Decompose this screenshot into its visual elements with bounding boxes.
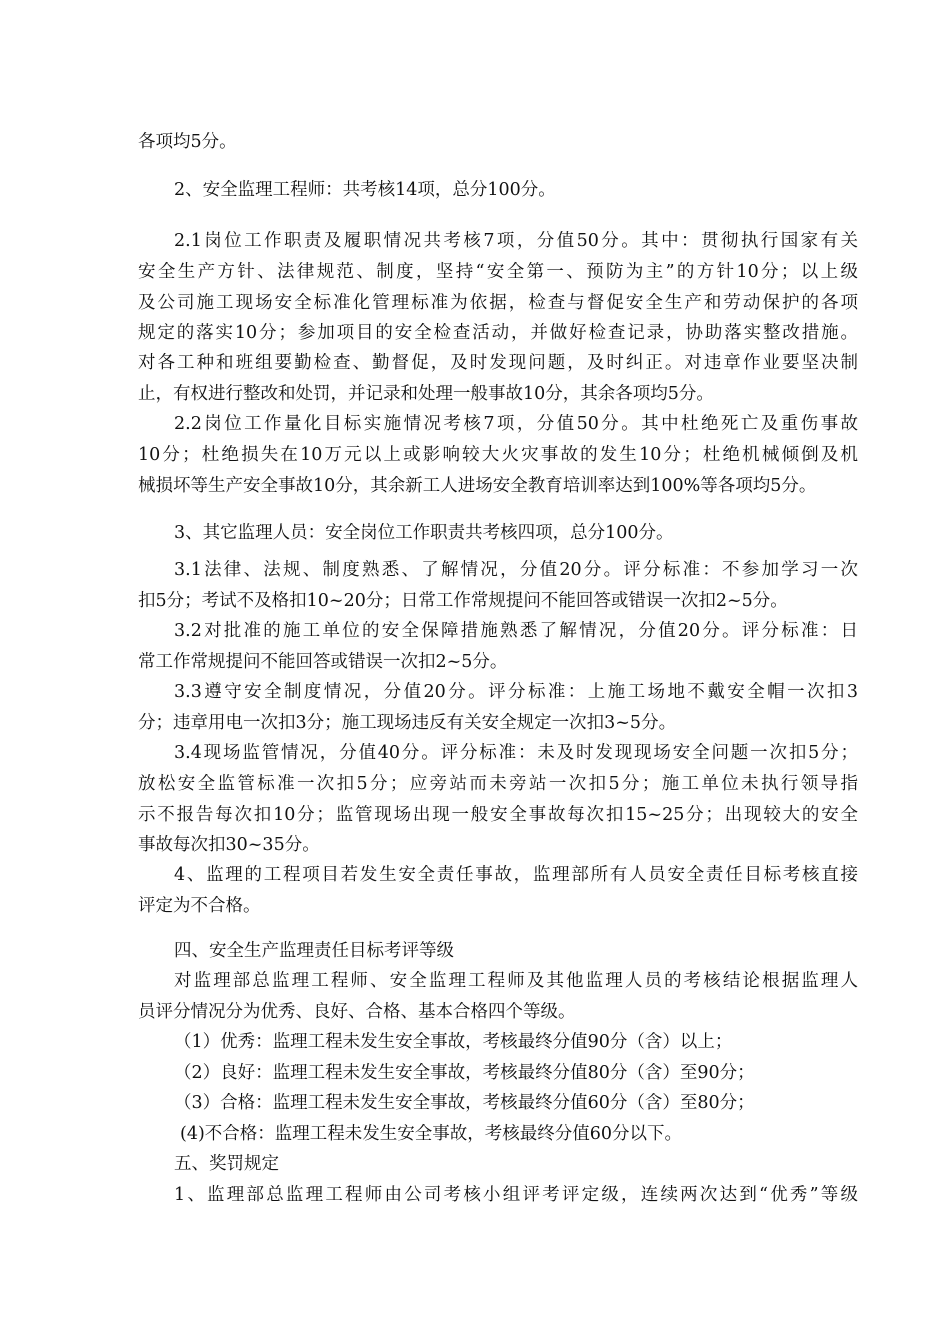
text-line: 及公司施工现场安全标准化管理标准为依据，检查与督促安全生产和劳动保护的各项 [138, 293, 858, 313]
text-line: 对监理部总监理工程师、安全监理工程师及其他监理人员的考核结论根据监理人 [174, 971, 858, 991]
text-line: 3.4现场监管情况，分值40分。评分标准：未及时发现现场安全问题一次扣5分； [174, 743, 858, 763]
text-line: 示不报告每次扣10分；监管现场出现一般安全事故每次扣15~25分；出现较大的安全 [138, 805, 858, 825]
text-line: 扣5分；考试不及格扣10~20分；日常工作常规提问不能回答或错误一次扣2~5分。 [138, 591, 788, 611]
text-line: 安全生产方针、法律规范、制度，坚持“安全第一、预防为主”的方针10分；以上级 [138, 262, 858, 282]
text-line: 分；违章用电一次扣3分；施工现场违反有关安全规定一次扣3~5分。 [138, 713, 677, 733]
grade-item: （1）优秀：监理工程未发生安全事故，考核最终分值90分（含）以上； [174, 1032, 733, 1052]
text-line: 对各工种和班组要勤检查、勤督促，及时发现问题，及时纠正。对违章作业要坚决制 [138, 353, 858, 373]
text-line: 2.2岗位工作量化目标实施情况考核7项，分值50分。其中杜绝死亡及重伤事故 [174, 414, 858, 434]
section-heading: 四、安全生产监理责任目标考评等级 [174, 941, 454, 961]
text-line: 3.3遵守安全制度情况，分值20分。评分标准：上施工场地不戴安全帽一次扣3 [174, 682, 858, 702]
text-line: 械损坏等生产安全事故10分，其余新工人进场安全教育培训率达到100%等各项均5分。 [138, 476, 817, 496]
text-line: 规定的落实10分；参加项目的安全检查活动，并做好检查记录，协助落实整改措施。 [138, 323, 858, 343]
grade-item: (4)不合格：监理工程未发生安全事故，考核最终分值60分以下。 [180, 1124, 683, 1144]
text-line: 事故每次扣30~35分。 [138, 835, 320, 855]
grade-item: （2）良好：监理工程未发生安全事故，考核最终分值80分（含）至90分； [174, 1063, 755, 1083]
text-line: 放松安全监管标准一次扣5分；应旁站而未旁站一次扣5分；施工单位未执行领导指 [138, 774, 858, 794]
text-line: 2.1岗位工作职责及履职情况共考核7项，分值50分。其中：贯彻执行国家有关 [174, 231, 858, 251]
text-line: 各项均5分。 [138, 132, 237, 152]
section-heading: 五、奖罚规定 [174, 1154, 279, 1174]
grade-item: （3）合格：监理工程未发生安全事故，考核最终分值60分（含）至80分； [174, 1093, 755, 1113]
section-heading: 2、安全监理工程师：共考核14项，总分100分。 [174, 180, 556, 200]
text-line: 4、监理的工程项目若发生安全责任事故，监理部所有人员安全责任目标考核直接 [174, 865, 858, 885]
section-heading: 3、其它监理人员：安全岗位工作职责共考核四项，总分100分。 [174, 523, 674, 543]
text-line: 1、监理部总监理工程师由公司考核小组评考评定级，连续两次达到“优秀”等级 [174, 1185, 858, 1205]
text-line: 评定为不合格。 [138, 896, 261, 916]
text-line: 3.1法律、法规、制度熟悉、了解情况，分值20分。评分标准：不参加学习一次 [174, 560, 858, 580]
text-line: 员评分情况分为优秀、良好、合格、基本合格四个等级。 [138, 1002, 576, 1022]
text-line: 常工作常规提问不能回答或错误一次扣2~5分。 [138, 652, 508, 672]
text-line: 止，有权进行整改和处罚，并记录和处理一般事故10分，其余各项均5分。 [138, 384, 714, 404]
text-line: 10分；杜绝损失在10万元以上或影响较大火灾事故的发生10分；杜绝机械倾倒及机 [138, 445, 858, 465]
text-line: 3.2对批准的施工单位的安全保障措施熟悉了解情况，分值20分。评分标准：日 [174, 621, 858, 641]
